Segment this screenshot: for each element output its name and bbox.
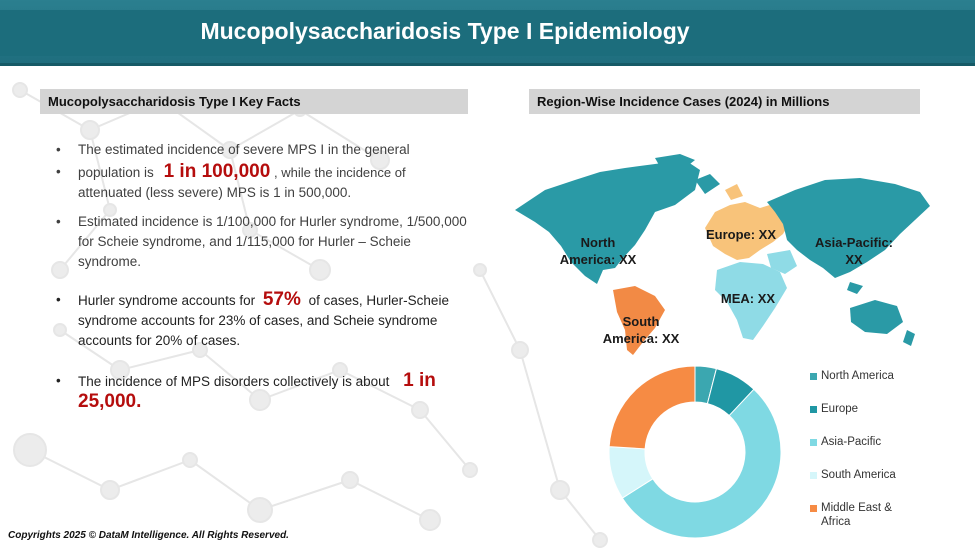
map-label-europe: Europe: XX: [705, 227, 777, 242]
legend-label-line-2: Africa: [821, 516, 851, 528]
fact-4-prefix: The incidence of MPS disorders collectively is about: [78, 374, 390, 389]
fact-1-line-3: attenuated (less severe) MPS is 1 in 500,000.: [78, 185, 352, 200]
legend-swatch-south-america: [810, 472, 817, 479]
map-label-south-america: South America: XX: [602, 314, 680, 346]
map-label-north-america: North America: XX: [559, 235, 637, 267]
map-label-mea: MEA: XX: [720, 291, 776, 306]
fact-item-3: [56, 290, 476, 351]
fact-3-prefix: Hurler syndrome accounts for: [78, 293, 256, 308]
legend-swatch-asia-pacific: [810, 439, 817, 446]
legend-label-middle-east-africa: [821, 501, 892, 529]
fact-1-prefix: population is: [78, 165, 154, 180]
fact-item-2: [56, 212, 476, 272]
legend-label-europe: Europe: [821, 403, 859, 415]
fact-4-period: .: [136, 391, 142, 412]
bullet-dot: •: [56, 373, 61, 388]
legend-label-south-america: South America: [821, 469, 896, 481]
bullet-dot: •: [56, 164, 61, 179]
title-bar: [0, 0, 975, 66]
fact-1-line-1: The estimated incidence of severe MPS I in the general: [78, 142, 410, 157]
key-facts-heading: Mucopolysaccharidosis Type I Key Facts: [40, 89, 468, 114]
legend-swatch-north-america: [810, 373, 817, 380]
bullet-dot: •: [56, 214, 61, 229]
fact-3-highlight: 57%: [262, 289, 301, 310]
fact-item-4: [56, 371, 476, 413]
bullet-dot: •: [56, 142, 61, 157]
fact-1-suffix: , while the incidence of: [274, 165, 406, 180]
legend-label-asia-pacific: Asia-Pacific: [821, 436, 882, 448]
region-donut-chart: [605, 362, 785, 542]
copyright-notice: Copyrights 2025 © DataM Intelligence. All Rights Reserved.: [8, 530, 289, 541]
page-title: Mucopolysaccharidosis Type I Epidemiology: [200, 18, 690, 44]
region-incidence-heading: Region-Wise Incidence Cases (2024) in Millions: [529, 89, 920, 114]
fact-4-highlight-part-2: 25,000: [78, 391, 137, 412]
fact-1-highlight: 1 in 100,000: [163, 161, 271, 182]
key-facts-list: [56, 140, 476, 413]
fact-4-highlight-part-1: 1 in: [403, 370, 436, 391]
donut-slice-middle-east-africa: [609, 366, 695, 449]
legend-swatch-europe: [810, 406, 817, 413]
fact-3-suffix: of cases, Hurler-Scheie syndrome accounts for 23% of cases, and Scheie syndrome accounts for 20% of cases.: [78, 293, 449, 348]
legend-label-line-1: Middle East &: [821, 502, 892, 514]
legend-label-north-america: North America: [821, 370, 894, 382]
map-region-europe: [705, 184, 790, 260]
legend-swatch-middle-east-africa: [810, 505, 817, 512]
fact-2-text: Estimated incidence is 1/100,000 for Hurler syndrome, 1/500,000 for Scheie syndrome, and 1/115,000 for Hurler – Scheie syndrome.: [78, 214, 467, 269]
fact-item-1b: [56, 162, 476, 203]
bullet-dot: •: [56, 292, 61, 307]
map-label-asia-pacific: Asia-Pacific: XX: [814, 235, 894, 267]
